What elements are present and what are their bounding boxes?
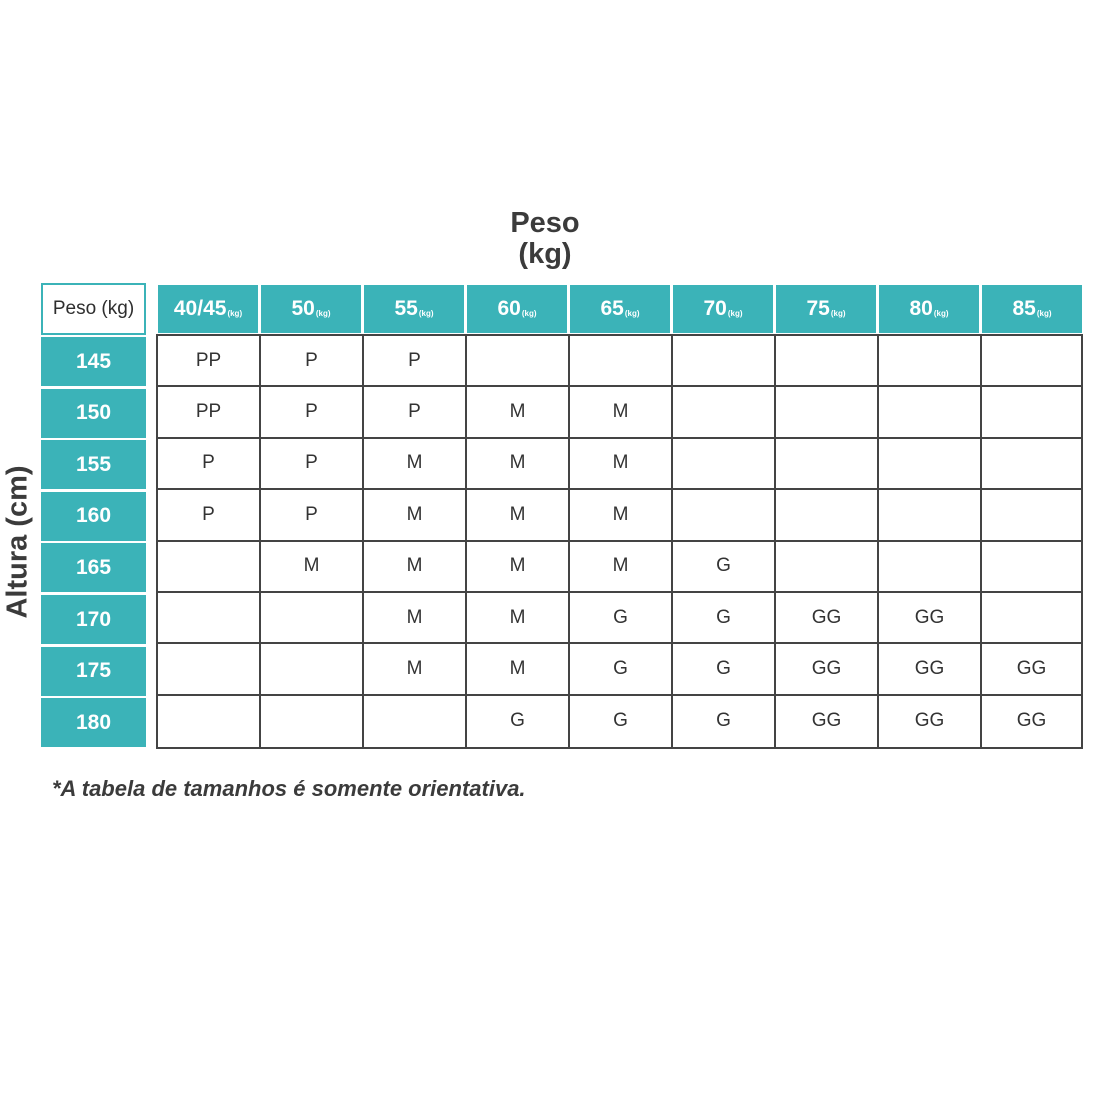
size-cell: GG <box>1016 710 1047 732</box>
size-cell: M <box>364 542 467 593</box>
size-cell <box>982 387 1081 438</box>
size-cell <box>673 387 776 438</box>
size-cell: GG <box>982 644 1081 695</box>
size-cell: M <box>364 439 467 490</box>
size-cell: G <box>673 644 776 695</box>
row-header-height: 150 <box>41 389 146 438</box>
row-header-height: 165 <box>41 543 146 592</box>
size-cell <box>879 542 982 593</box>
size-cell: M <box>570 542 673 593</box>
column-header-value: 85 <box>1012 297 1036 320</box>
size-cell: M <box>467 490 570 541</box>
footnote: *A tabela de tamanhos é somente orientativa. <box>52 776 526 801</box>
size-cell: GG <box>776 593 879 644</box>
size-cell <box>982 490 1081 541</box>
column-header-value: 80 <box>909 297 933 320</box>
size-cell: P <box>158 439 261 490</box>
size-cell: P <box>261 336 364 387</box>
size-cell <box>673 336 776 387</box>
size-cell <box>467 336 570 387</box>
size-cell: P <box>261 439 364 490</box>
weight-axis-title <box>460 208 630 270</box>
size-cell: P <box>261 490 364 541</box>
size-cell: GG <box>879 593 982 644</box>
size-cell: M <box>570 490 673 541</box>
size-cell <box>982 542 1081 593</box>
column-header-unit: (kg) <box>933 308 949 318</box>
size-cell <box>776 387 879 438</box>
size-cell: PP <box>158 336 261 387</box>
column-header-weight <box>673 285 773 333</box>
column-header-unit: (kg) <box>521 308 537 318</box>
size-cell: G <box>570 696 673 747</box>
size-cell <box>982 593 1081 644</box>
size-cell: PP <box>158 387 261 438</box>
column-header-unit: (kg) <box>315 308 331 318</box>
column-header-value: 65 <box>600 297 624 320</box>
size-cell <box>673 439 776 490</box>
size-cell: M <box>467 644 570 695</box>
size-cell: G <box>467 696 570 747</box>
size-cell <box>158 542 261 593</box>
size-cell <box>158 593 261 644</box>
column-header-weight <box>261 285 361 333</box>
size-cell <box>776 542 879 593</box>
size-cell: GG <box>776 644 879 695</box>
row-header-height: 170 <box>41 595 146 644</box>
size-cell <box>158 644 261 695</box>
size-cell <box>158 696 261 747</box>
column-header-weight <box>467 285 567 333</box>
size-cell: GG <box>879 644 982 695</box>
column-header-unit: (kg) <box>418 308 434 318</box>
row-header-height: 180 <box>41 698 146 747</box>
row-header-height: 145 <box>41 337 146 386</box>
size-cell <box>261 644 364 695</box>
size-cell: M <box>570 387 673 438</box>
column-header-value: 50 <box>291 297 315 320</box>
size-cell <box>261 593 364 644</box>
size-cell <box>879 387 982 438</box>
row-header-height: 155 <box>41 440 146 489</box>
size-cell: GG <box>776 696 879 747</box>
column-header-weight <box>570 285 670 333</box>
size-table-grid <box>156 334 1083 749</box>
size-cell: P <box>364 387 467 438</box>
column-header-unit: (kg) <box>227 308 243 318</box>
column-header-value: 55 <box>394 297 418 320</box>
size-cell: M <box>570 439 673 490</box>
column-header-value: 40/45 <box>173 297 227 320</box>
column-header-weight <box>776 285 876 333</box>
size-cell: M <box>467 439 570 490</box>
size-cell <box>570 336 673 387</box>
size-cell <box>982 439 1081 490</box>
size-cell <box>261 696 364 747</box>
size-cell: M <box>364 593 467 644</box>
column-header-value: 70 <box>703 297 727 320</box>
size-cell <box>673 490 776 541</box>
size-cell: M <box>467 387 570 438</box>
column-header-value: 60 <box>497 297 521 320</box>
size-cell <box>982 336 1081 387</box>
column-header-weight <box>879 285 979 333</box>
column-header-weight <box>158 285 258 333</box>
size-cell: M <box>467 593 570 644</box>
size-cell: GG <box>879 696 982 747</box>
size-cell: G <box>673 696 776 747</box>
height-axis-title: Altura (cm) <box>1 465 34 619</box>
size-cell <box>364 696 467 747</box>
size-cell: M <box>364 644 467 695</box>
size-cell: M <box>467 542 570 593</box>
column-header-weight <box>364 285 464 333</box>
corner-header-cell: Peso (kg) <box>41 283 146 335</box>
size-cell <box>776 490 879 541</box>
size-cell: M <box>261 542 364 593</box>
size-cell <box>879 336 982 387</box>
size-cell <box>879 439 982 490</box>
size-cell <box>776 439 879 490</box>
column-header-unit: (kg) <box>1036 308 1052 318</box>
size-cell: P <box>261 387 364 438</box>
weight-axis-title-unit: (kg) <box>518 238 572 270</box>
row-header-height: 160 <box>41 492 146 541</box>
weight-axis-title-label: Peso <box>510 207 580 239</box>
column-header-weight <box>982 285 1082 333</box>
row-header-height: 175 <box>41 647 146 696</box>
size-cell <box>879 490 982 541</box>
size-cell: G <box>673 593 776 644</box>
size-cell <box>776 336 879 387</box>
size-cell: G <box>570 593 673 644</box>
size-cell: G <box>673 542 776 593</box>
size-cell: G <box>570 644 673 695</box>
column-header-unit: (kg) <box>830 308 846 318</box>
size-cell: P <box>364 336 467 387</box>
size-cell: M <box>364 490 467 541</box>
column-header-unit: (kg) <box>727 308 743 318</box>
column-header-value: 75 <box>806 297 830 320</box>
size-cell: P <box>158 490 261 541</box>
column-header-unit: (kg) <box>624 308 640 318</box>
